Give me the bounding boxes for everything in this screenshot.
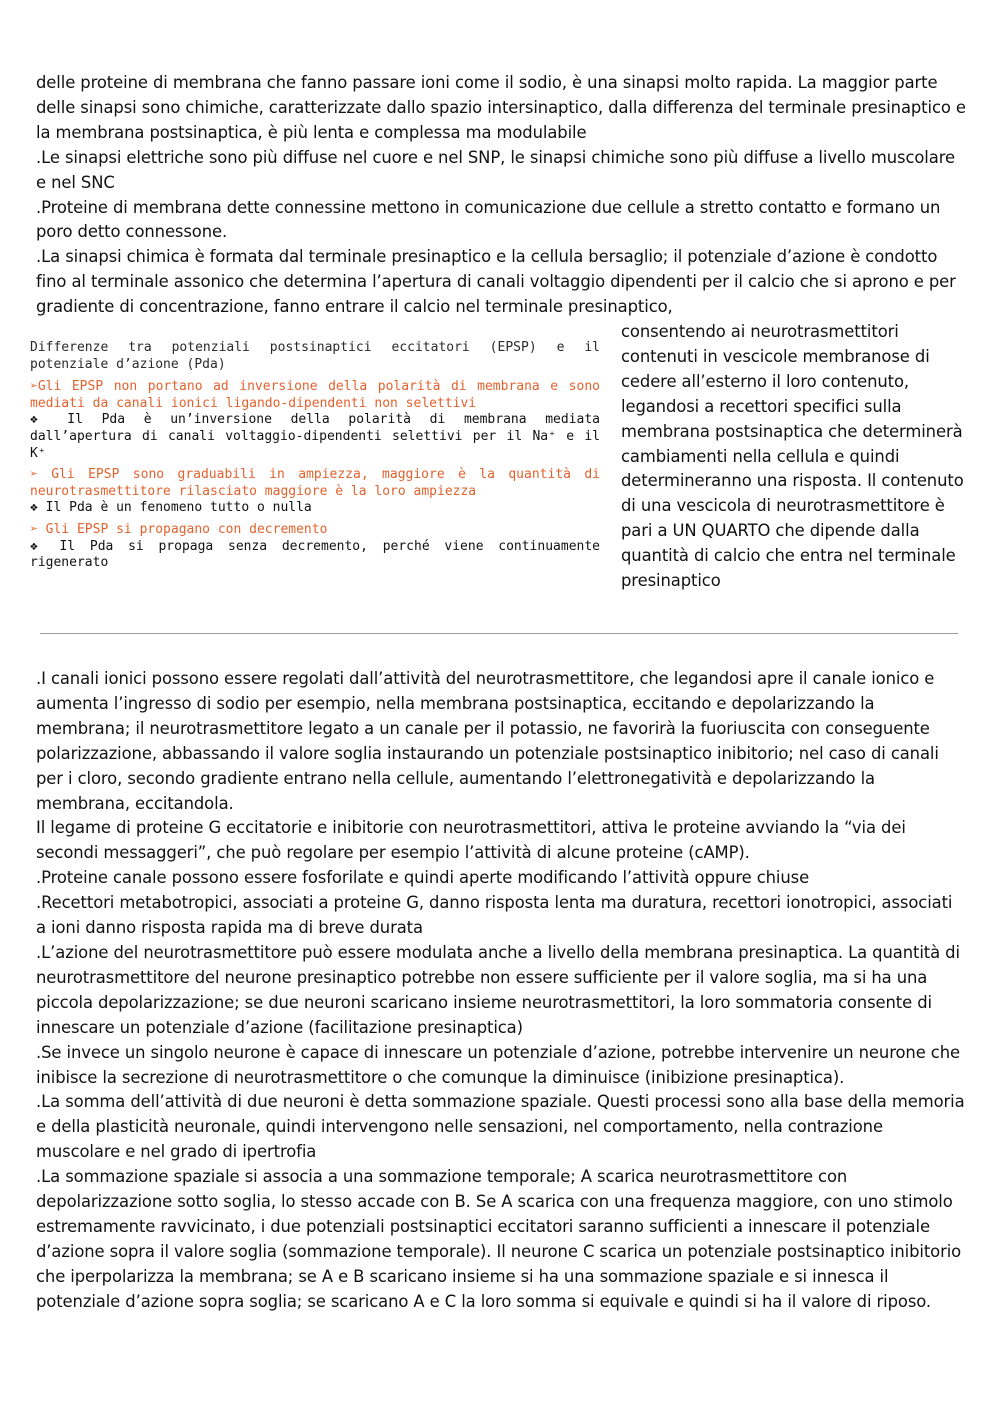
figure-item-pda: ❖ Il Pda è un fenomeno tutto o nulla — [30, 500, 312, 516]
figure-item-epsp: ➢ Gli EPSP si propagano con decremento — [30, 521, 328, 537]
paragraph: .Recettori metabotropici, associati a proteine G, danno risposta lenta ma duratura, recettori ionotropici, associati a ioni danno risposta rapida ma di breve durata — [36, 893, 953, 938]
epsp-vs-pda-figure — [30, 340, 600, 572]
figure-item-pda: ❖ Il Pda si propaga senza decremento, perché viene continuamente rigenerato — [30, 538, 600, 571]
paragraph: .L’azione del neurotrasmettitore può essere modulata anche a livello della membrana presinaptica. La quantità di neurotrasmettitore del neurone presinaptico potrebbe non essere sufficiente per il valore soglia, ma si ha una piccola depolarizzazione; se due neuroni scaricano insieme neurotrasmettitori, la loro sommatoria consente di innescare un potenziale d’azione (facilitazione presinaptica) — [36, 942, 960, 1037]
bottom-text-block — [36, 667, 966, 1315]
right-column-text: consentendo ai neurotrasmettitori contenuti in vescicole membranose di cedere all’esterno il loro contenuto, legandosi a recettori specifici sulla membrana postsinaptica che determinerà cambiamenti nella cellula e quindi determineranno una risposta. Il contenuto di una vescicola di neurotrasmettitore è pari a UN QUARTO che dipende dalla quantità di calcio che entra nel terminale presinaptico — [621, 322, 964, 591]
top-text-block — [36, 71, 966, 320]
paragraph: .Proteine di membrana dette connessine mettono in comunicazione due cellule a stretto contatto e formano un poro detto connessone. — [36, 197, 941, 242]
paragraph: .La sommazione spaziale si associa a una sommazione temporale; A scarica neurotrasmettitore con depolarizzazione sotto soglia, lo stesso accade con B. Se A scarica con una frequenza maggiore, con uno stimolo estremamente ravvicinato, i due potenziali postsinaptici eccitatori saranno sufficienti a innescare il potenziale d’azione sopra il valore soglia (sommazione temporale). Il neurone C scarica un potenziale postsinaptico inibitorio che iperpolarizza la membrana; se A e B scaricano insieme si ha una sommazione spaziale e si innesca il potenziale d’azione sopra soglia; se scaricano A e C la loro somma si equivale e quindi si ha il valore di riposo. — [36, 1167, 962, 1311]
horizontal-divider — [40, 633, 958, 634]
paragraph: delle proteine di membrana che fanno passare ioni come il sodio, è una sinapsi molto rapida. La maggior parte delle sinapsi sono chimiche, caratterizzate dallo spazio intersinaptico, dalla differenza del terminale presinaptico e la membrana postsinaptica, è più lenta e complessa ma modulabile — [36, 73, 966, 142]
paragraph: .Proteine canale possono essere fosforilate e quindi aperte modificando l’attività oppure chiuse — [36, 868, 810, 888]
figure-item-epsp: ➢Gli EPSP non portano ad inversione della polarità di membrana e sono mediati da canali ionici ligando-dipendenti non selettivi — [30, 379, 600, 411]
figure-item-epsp: ➢ Gli EPSP sono graduabili in ampiezza, maggiore è la quantità di neurotrasmettitore rilasciato maggiore è la loro ampiezza — [30, 467, 600, 499]
paragraph: .La sinapsi chimica è formata dal terminale presinaptico e la cellula bersaglio; il potenziale d’azione è condotto fino al terminale assonico che determina l’apertura di canali voltaggio dipendenti per il calcio che si aprono e per gradiente di concentrazione, fanno entrare il calcio nel terminale presinaptico, — [36, 247, 956, 317]
paragraph: .La somma dell’attività di due neuroni è detta sommazione spaziale. Questi processi sono alla base della memoria e della plasticità neuronale, quindi intervengono nelle sensazioni, nel comportamento, nella contrazione muscolare e nel grado di ipertrofia — [36, 1092, 965, 1162]
paragraph: .I canali ionici possono essere regolati dall’attività del neurotrasmettitore, che legandosi apre il canale ionico e aumenta l’ingresso di sodio per esempio, nella membrana postsinaptica, eccitando e depolarizzando la membrana; il neurotrasmettitore legato a un canale per il potassio, ne favorirà la fuoriuscita con conseguente polarizzazione, abbassando il valore soglia instaurando un potenziale postsinaptico inibitorio; nel caso di canali per i cloro, secondo gradiente entrano nella cellule, aumentando l’elettronegatività e depolarizzando la membrana, eccitandola. — [36, 669, 939, 813]
figure-title: Differenze tra potenziali postsinaptici eccitatori (EPSP) e il potenziale d’azione (Pda) — [30, 340, 600, 372]
paragraph: .Le sinapsi elettriche sono più diffuse nel cuore e nel SNP, le sinapsi chimiche sono più diffuse a livello muscolare e nel SNC — [36, 147, 955, 192]
paragraph: .Se invece un singolo neurone è capace di innescare un potenziale d’azione, potrebbe intervenire un neurone che inibisce la secrezione di neurotrasmettitore o che comunque la diminuisce (inibizione presinaptica). — [36, 1042, 960, 1087]
paragraph: Il legame di proteine G eccitatorie e inibitorie con neurotrasmettitori, attiva le proteine avviando la “via dei secondi messaggeri”, che può regolare per esempio l’attività di alcune proteine (cAMP). — [36, 818, 906, 863]
figure-item-pda: ❖ Il Pda è un’inversione della polarità di membrana mediata dall’apertura di canali voltaggio-dipendenti selettivi per il Na⁺ e il K⁺ — [30, 412, 600, 461]
